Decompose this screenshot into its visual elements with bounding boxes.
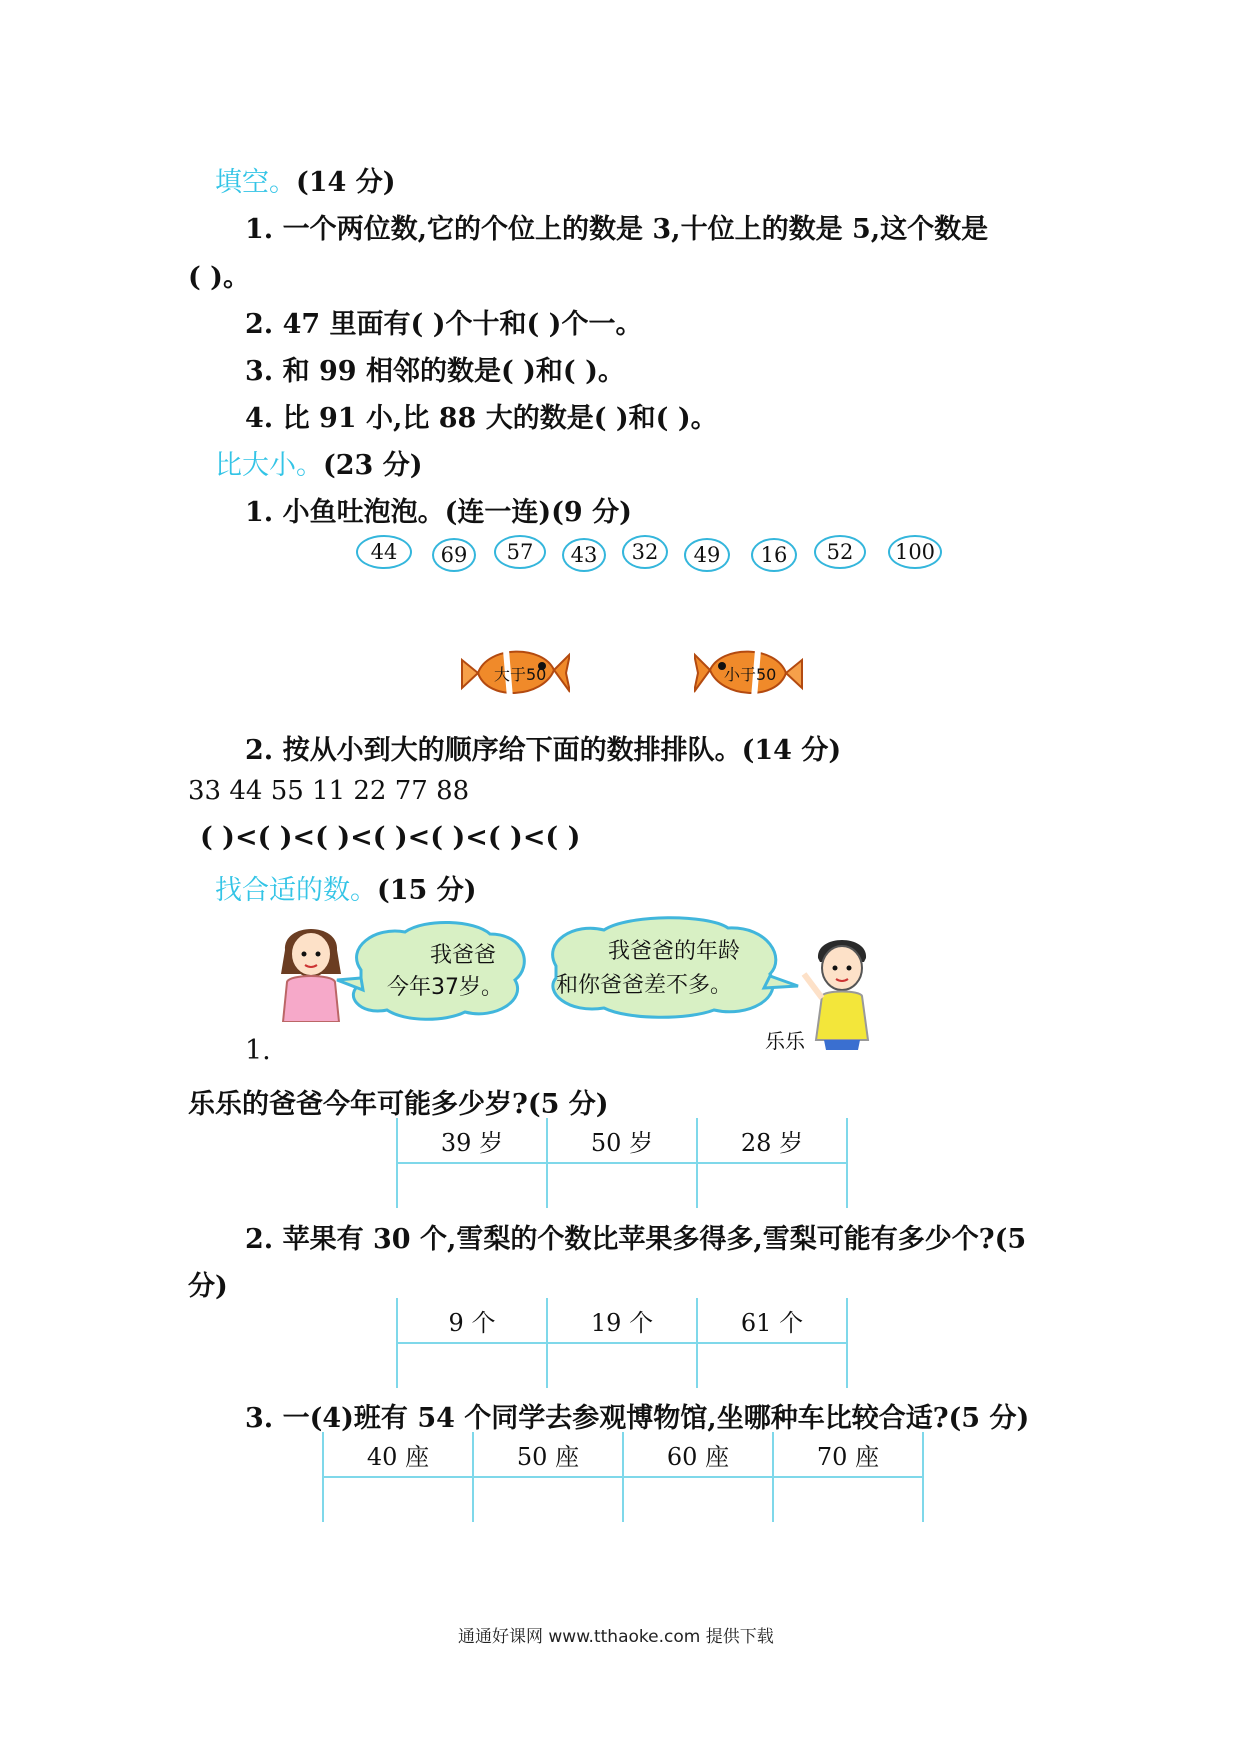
section-points: (23 分) — [323, 450, 423, 481]
bubble[interactable]: 69 — [432, 538, 476, 572]
question-3-2-line2: 分) — [188, 1271, 228, 1302]
question-1-1-line2: ( )。 — [188, 262, 250, 293]
section-title: 比大小。 — [215, 450, 323, 481]
answer-cell[interactable] — [397, 1163, 547, 1208]
order-answer-line[interactable]: ( )<( )<( )<( )<( )<( )<( ) — [200, 822, 581, 853]
option-cell: 60 座 — [623, 1432, 773, 1477]
speech-bubble-right — [538, 914, 800, 1022]
boy-name-label: 乐乐 — [765, 1029, 805, 1053]
speech-right-line2: 和你爸爸差不多。 — [556, 973, 733, 998]
numbers-to-sort: 33 44 55 11 22 77 88 — [188, 776, 470, 806]
answer-cell[interactable] — [397, 1343, 547, 1388]
answer-table-3-2 — [396, 1298, 848, 1388]
bubble[interactable]: 43 — [562, 538, 606, 572]
question-1-2: 2. 47 里面有( )个十和( )个一。 — [245, 309, 643, 340]
question-2-1: 1. 小鱼吐泡泡。(连一连)(9 分) — [245, 497, 632, 528]
option-cell: 70 座 — [773, 1432, 923, 1477]
answer-cell[interactable] — [773, 1477, 923, 1522]
answer-cell[interactable] — [473, 1477, 623, 1522]
section-2-heading — [215, 443, 423, 482]
bubble[interactable]: 32 — [622, 535, 668, 569]
fish-label: 大于50 — [494, 665, 547, 684]
section-title: 填空。 — [215, 167, 296, 198]
section-points: (14 分) — [296, 167, 396, 198]
question-1-1-line1: 1. 一个两位数,它的个位上的数是 3,十位上的数是 5,这个数是 — [245, 214, 989, 245]
answer-table-3-1 — [396, 1118, 848, 1208]
question-1-3: 3. 和 99 相邻的数是( )和( )。 — [245, 356, 625, 387]
question-2-2: 2. 按从小到大的顺序给下面的数排排队。(14 分) — [245, 735, 842, 766]
bubble[interactable]: 49 — [684, 538, 730, 572]
speech-left-line1: 我爸爸 — [430, 943, 497, 968]
answer-cell[interactable] — [547, 1163, 697, 1208]
option-cell: 40 座 — [323, 1432, 473, 1477]
answer-cell[interactable] — [697, 1343, 847, 1388]
bubble[interactable]: 100 — [888, 535, 942, 569]
section-3-heading — [215, 868, 477, 907]
bubble[interactable]: 57 — [494, 535, 546, 569]
section-points: (15 分) — [377, 875, 477, 906]
bubble[interactable]: 16 — [751, 538, 797, 572]
speech-right-line1: 我爸爸的年龄 — [608, 939, 741, 964]
fish-less-than-50[interactable] — [694, 640, 806, 706]
speech-left-line2: 今年37岁。 — [387, 975, 503, 1000]
boy-avatar — [798, 932, 882, 1052]
speech-bubble-left — [335, 918, 535, 1022]
answer-cell[interactable] — [623, 1477, 773, 1522]
option-cell: 61 个 — [697, 1298, 847, 1343]
footer-source: 通通好课网 www.tthaoke.com 提供下载 — [458, 1627, 774, 1647]
question-3-1-number: 1. — [245, 1035, 271, 1066]
question-1-4: 4. 比 91 小,比 88 大的数是( )和( )。 — [245, 403, 718, 434]
option-cell: 9 个 — [397, 1298, 547, 1343]
section-title: 找合适的数。 — [215, 875, 377, 906]
option-cell: 50 岁 — [547, 1118, 697, 1163]
option-cell: 50 座 — [473, 1432, 623, 1477]
answer-cell[interactable] — [697, 1163, 847, 1208]
bubble[interactable]: 52 — [814, 535, 866, 569]
fish-greater-than-50[interactable] — [458, 640, 570, 706]
option-cell: 39 岁 — [397, 1118, 547, 1163]
section-1-heading — [215, 160, 396, 199]
option-cell: 19 个 — [547, 1298, 697, 1343]
answer-cell[interactable] — [547, 1343, 697, 1388]
fish-label: 小于50 — [724, 665, 777, 684]
question-3-1: 乐乐的爸爸今年可能多少岁?(5 分) — [188, 1089, 609, 1120]
answer-cell[interactable] — [323, 1477, 473, 1522]
bubble[interactable]: 44 — [356, 535, 412, 569]
question-3-3: 3. 一(4)班有 54 个同学去参观博物馆,坐哪种车比较合适?(5 分) — [245, 1403, 1030, 1434]
question-3-2-line1: 2. 苹果有 30 个,雪梨的个数比苹果多得多,雪梨可能有多少个?(5 — [245, 1224, 1027, 1255]
option-cell: 28 岁 — [697, 1118, 847, 1163]
answer-table-3-3 — [322, 1432, 924, 1522]
